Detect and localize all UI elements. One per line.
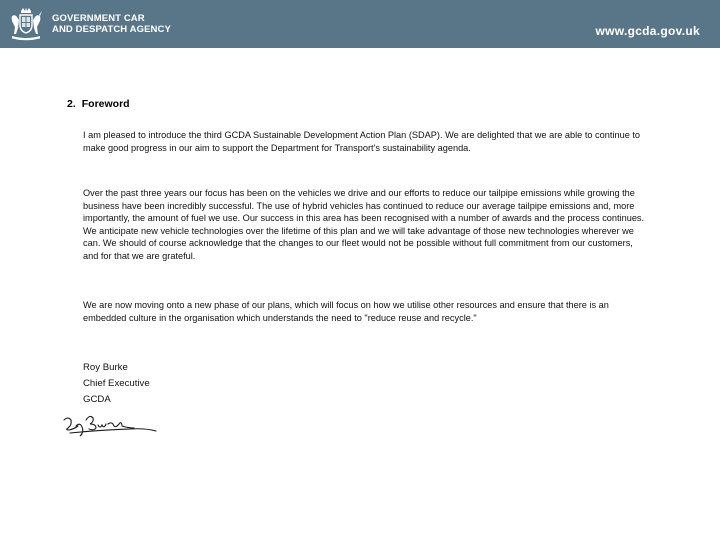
paragraph: I am pleased to introduce the third GCDA Sustainable Development Action Plan (SDAP). We are delighted that we are able to continue to make good progress in our aim to support the Department for Transport's sustainability agenda.: [83, 130, 641, 153]
agency-name-line2: AND DESPATCH AGENCY: [52, 24, 171, 35]
signatory-name: Roy Burke: [83, 362, 128, 373]
section-number: 2.: [67, 98, 76, 110]
handwritten-signature: [60, 408, 175, 446]
paragraph: Over the past three years our focus has been on the vehicles we drive and our efforts to reduce our tailpipe emissions while growing the business have been incredibly successful. The use of hybrid vehicles has continued to reduce our average tailpipe emissions and, more importantly, the amount of fuel we use. Our success in this area has been recognised with a number of awards and the process continues. We anticipate new vehicle technologies over the lifetime of this plan and we will take advantage of those new technologies wherever we can. We should of course acknowledge that the changes to our fleet would not be possible without full commitment from our customers, and for that we are grateful.: [83, 188, 645, 261]
paragraph: We are now moving onto a new phase of our plans, which will focus on how we utilise other resources and ensure that there is an embedded culture in the organisation which understands the need to "reduce reuse and recycle.": [83, 300, 609, 323]
signatory-block: [83, 360, 150, 407]
section-heading: [67, 98, 130, 110]
signatory-organisation: GCDA: [83, 393, 111, 405]
section-title: Foreword: [81, 98, 130, 110]
signatory-role: Chief Executive: [83, 377, 150, 389]
website-url[interactable]: www.gcda.gov.uk: [595, 24, 700, 38]
agency-name-line1: GOVERNMENT CAR: [52, 13, 145, 24]
